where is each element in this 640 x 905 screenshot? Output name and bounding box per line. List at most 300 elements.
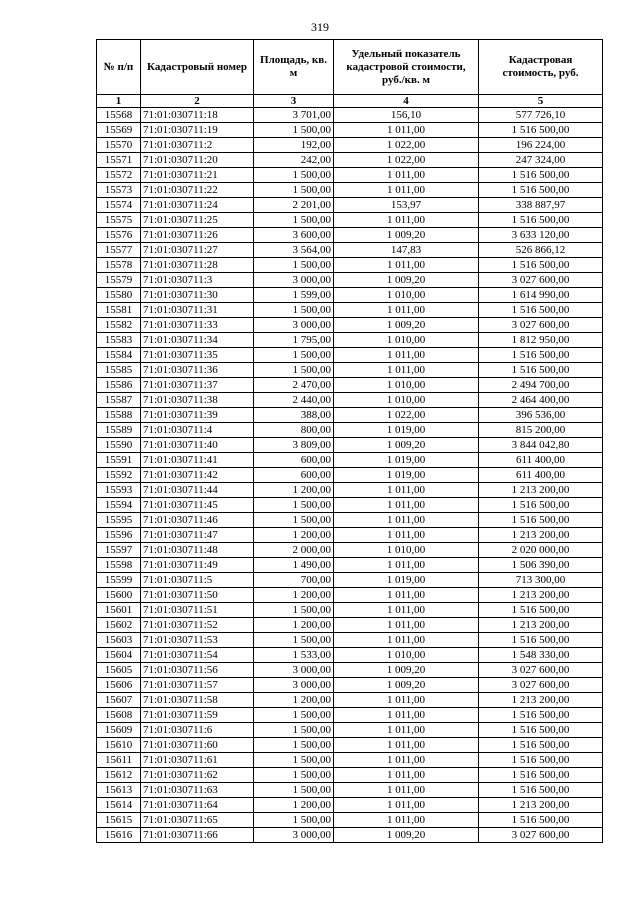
- cadastral-number-cell: 71:01:030711:38: [141, 393, 254, 408]
- table-row: [97, 558, 603, 573]
- table-row: [97, 753, 603, 768]
- unit-value-cell: 1 011,00: [334, 813, 479, 828]
- unit-value-cell: 1 011,00: [334, 123, 479, 138]
- table-row: [97, 588, 603, 603]
- area-cell: 1 599,00: [254, 288, 334, 303]
- cadastral-number-cell: 71:01:030711:22: [141, 183, 254, 198]
- table-row: [97, 648, 603, 663]
- cadastral-value-cell: 3 027 600,00: [479, 273, 603, 288]
- cadastral-value-cell: 2 020 000,00: [479, 543, 603, 558]
- cadastral-number-cell: 71:01:030711:26: [141, 228, 254, 243]
- cadastral-value-cell: 3 027 600,00: [479, 318, 603, 333]
- cadastral-number-cell: 71:01:030711:49: [141, 558, 254, 573]
- cadastral-number-cell: 71:01:030711:62: [141, 768, 254, 783]
- cadastral-number-cell: 71:01:030711:3: [141, 273, 254, 288]
- area-cell: 1 500,00: [254, 738, 334, 753]
- area-cell: 1 490,00: [254, 558, 334, 573]
- area-cell: 1 200,00: [254, 798, 334, 813]
- cadastral-number-cell: 71:01:030711:24: [141, 198, 254, 213]
- area-cell: 1 500,00: [254, 258, 334, 273]
- row-number-cell: 15602: [97, 618, 141, 633]
- column-number: 4: [334, 95, 479, 108]
- area-cell: 2 440,00: [254, 393, 334, 408]
- page-number: 319: [311, 20, 329, 34]
- cadastral-number-cell: 71:01:030711:35: [141, 348, 254, 363]
- area-cell: 1 200,00: [254, 693, 334, 708]
- cadastral-number-cell: 71:01:030711:18: [141, 108, 254, 123]
- area-cell: 1 500,00: [254, 633, 334, 648]
- cadastral-number-cell: 71:01:030711:34: [141, 333, 254, 348]
- table-row: [97, 168, 603, 183]
- table-row: [97, 303, 603, 318]
- cadastral-number-cell: 71:01:030711:27: [141, 243, 254, 258]
- row-number-cell: 15587: [97, 393, 141, 408]
- column-number: 1: [97, 95, 141, 108]
- cadastral-number-cell: 71:01:030711:19: [141, 123, 254, 138]
- unit-value-cell: 1 011,00: [334, 588, 479, 603]
- area-cell: 1 533,00: [254, 648, 334, 663]
- row-number-cell: 15611: [97, 753, 141, 768]
- unit-value-cell: 1 009,20: [334, 663, 479, 678]
- unit-value-cell: 1 011,00: [334, 723, 479, 738]
- table-row: [97, 723, 603, 738]
- cadastral-number-cell: 71:01:030711:40: [141, 438, 254, 453]
- unit-value-cell: 1 011,00: [334, 363, 479, 378]
- cadastral-value-cell: 1 516 500,00: [479, 753, 603, 768]
- cadastral-value-cell: 396 536,00: [479, 408, 603, 423]
- area-cell: 1 200,00: [254, 618, 334, 633]
- cadastral-value-cell: 3 027 600,00: [479, 663, 603, 678]
- cadastral-number-cell: 71:01:030711:25: [141, 213, 254, 228]
- unit-value-cell: 1 011,00: [334, 558, 479, 573]
- row-number-cell: 15592: [97, 468, 141, 483]
- cadastral-number-cell: 71:01:030711:61: [141, 753, 254, 768]
- area-cell: 242,00: [254, 153, 334, 168]
- table-row: [97, 468, 603, 483]
- cadastral-number-cell: 71:01:030711:39: [141, 408, 254, 423]
- cadastral-number-cell: 71:01:030711:5: [141, 573, 254, 588]
- cadastral-value-cell: 1 213 200,00: [479, 693, 603, 708]
- cadastral-number-cell: 71:01:030711:54: [141, 648, 254, 663]
- unit-value-cell: 1 011,00: [334, 483, 479, 498]
- cadastral-value-cell: 577 726,10: [479, 108, 603, 123]
- cadastral-number-cell: 71:01:030711:21: [141, 168, 254, 183]
- cadastral-number-cell: 71:01:030711:47: [141, 528, 254, 543]
- area-cell: 1 200,00: [254, 528, 334, 543]
- row-number-cell: 15601: [97, 603, 141, 618]
- unit-value-cell: 1 011,00: [334, 603, 479, 618]
- cadastral-value-cell: 1 516 500,00: [479, 723, 603, 738]
- row-number-cell: 15615: [97, 813, 141, 828]
- unit-value-cell: 1 011,00: [334, 768, 479, 783]
- unit-value-cell: 1 011,00: [334, 798, 479, 813]
- cadastral-number-cell: 71:01:030711:51: [141, 603, 254, 618]
- unit-value-cell: 1 011,00: [334, 183, 479, 198]
- table-row: [97, 513, 603, 528]
- header-row: [97, 40, 603, 95]
- area-cell: 1 200,00: [254, 588, 334, 603]
- cadastral-value-cell: 1 516 500,00: [479, 363, 603, 378]
- area-cell: 3 701,00: [254, 108, 334, 123]
- row-number-cell: 15607: [97, 693, 141, 708]
- area-cell: 1 500,00: [254, 213, 334, 228]
- row-number-cell: 15596: [97, 528, 141, 543]
- area-cell: 600,00: [254, 468, 334, 483]
- row-number-cell: 15585: [97, 363, 141, 378]
- header-cadastral-number: Кадастровый номер: [141, 40, 254, 95]
- table-row: [97, 828, 603, 843]
- table-row: [97, 708, 603, 723]
- cadastral-number-cell: 71:01:030711:64: [141, 798, 254, 813]
- table-row: [97, 123, 603, 138]
- row-number-cell: 15573: [97, 183, 141, 198]
- cadastral-number-cell: 71:01:030711:63: [141, 783, 254, 798]
- area-cell: 388,00: [254, 408, 334, 423]
- area-cell: 3 000,00: [254, 678, 334, 693]
- row-number-cell: 15593: [97, 483, 141, 498]
- cadastral-value-cell: 526 866,12: [479, 243, 603, 258]
- area-cell: 2 201,00: [254, 198, 334, 213]
- row-number-cell: 15582: [97, 318, 141, 333]
- cadastral-value-cell: 1 516 500,00: [479, 708, 603, 723]
- cadastral-number-cell: 71:01:030711:60: [141, 738, 254, 753]
- table-row: [97, 663, 603, 678]
- cadastral-number-cell: 71:01:030711:6: [141, 723, 254, 738]
- row-number-cell: 15604: [97, 648, 141, 663]
- unit-value-cell: 1 019,00: [334, 573, 479, 588]
- cadastral-number-cell: 71:01:030711:30: [141, 288, 254, 303]
- unit-value-cell: 1 011,00: [334, 213, 479, 228]
- unit-value-cell: 1 011,00: [334, 348, 479, 363]
- cadastral-value-cell: 1 516 500,00: [479, 498, 603, 513]
- area-cell: 1 500,00: [254, 513, 334, 528]
- cadastral-value-cell: 3 633 120,00: [479, 228, 603, 243]
- cadastral-value-cell: 1 213 200,00: [479, 588, 603, 603]
- cadastral-number-cell: 71:01:030711:36: [141, 363, 254, 378]
- row-number-cell: 15610: [97, 738, 141, 753]
- unit-value-cell: 1 011,00: [334, 303, 479, 318]
- row-number-cell: 15588: [97, 408, 141, 423]
- area-cell: 1 500,00: [254, 768, 334, 783]
- header-unit-value: Удельный показатель кадастровой стоимости, руб./кв. м: [334, 40, 479, 95]
- cadastral-value-cell: 338 887,97: [479, 198, 603, 213]
- row-number-cell: 15579: [97, 273, 141, 288]
- unit-value-cell: 1 011,00: [334, 738, 479, 753]
- cadastral-number-cell: 71:01:030711:42: [141, 468, 254, 483]
- area-cell: 1 500,00: [254, 783, 334, 798]
- cadastral-value-cell: 2 464 400,00: [479, 393, 603, 408]
- row-number-cell: 15597: [97, 543, 141, 558]
- row-number-cell: 15599: [97, 573, 141, 588]
- cadastral-number-cell: 71:01:030711:46: [141, 513, 254, 528]
- row-number-cell: 15605: [97, 663, 141, 678]
- cadastral-value-cell: 1 516 500,00: [479, 168, 603, 183]
- cadastral-number-cell: 71:01:030711:45: [141, 498, 254, 513]
- cadastral-number-cell: 71:01:030711:44: [141, 483, 254, 498]
- unit-value-cell: 1 022,00: [334, 153, 479, 168]
- unit-value-cell: 1 011,00: [334, 708, 479, 723]
- unit-value-cell: 1 010,00: [334, 393, 479, 408]
- table-row: [97, 213, 603, 228]
- column-number: 3: [254, 95, 334, 108]
- cadastral-number-cell: 71:01:030711:48: [141, 543, 254, 558]
- area-cell: 800,00: [254, 423, 334, 438]
- unit-value-cell: 1 009,20: [334, 318, 479, 333]
- unit-value-cell: 1 011,00: [334, 783, 479, 798]
- cadastral-value-cell: 3 844 042,80: [479, 438, 603, 453]
- unit-value-cell: 1 010,00: [334, 333, 479, 348]
- table-row: [97, 138, 603, 153]
- row-number-cell: 15574: [97, 198, 141, 213]
- row-number-cell: 15575: [97, 213, 141, 228]
- area-cell: 1 500,00: [254, 723, 334, 738]
- unit-value-cell: 147,83: [334, 243, 479, 258]
- row-number-cell: 15616: [97, 828, 141, 843]
- header-cadastral-value: Кадастровая стоимость, руб.: [479, 40, 603, 95]
- area-cell: 1 500,00: [254, 183, 334, 198]
- area-cell: 700,00: [254, 573, 334, 588]
- table-row: [97, 453, 603, 468]
- area-cell: 1 500,00: [254, 498, 334, 513]
- unit-value-cell: 1 019,00: [334, 423, 479, 438]
- row-number-cell: 15583: [97, 333, 141, 348]
- cadastral-value-cell: 1 506 390,00: [479, 558, 603, 573]
- cadastral-value-cell: 3 027 600,00: [479, 828, 603, 843]
- table-row: [97, 528, 603, 543]
- table-row: [97, 633, 603, 648]
- cadastral-value-cell: 196 224,00: [479, 138, 603, 153]
- area-cell: 192,00: [254, 138, 334, 153]
- table-row: [97, 243, 603, 258]
- cadastral-number-cell: 71:01:030711:31: [141, 303, 254, 318]
- table-row: [97, 228, 603, 243]
- area-cell: 1 500,00: [254, 813, 334, 828]
- table-row: [97, 693, 603, 708]
- table-row: [97, 333, 603, 348]
- cadastral-value-cell: 611 400,00: [479, 468, 603, 483]
- cadastral-number-cell: 71:01:030711:4: [141, 423, 254, 438]
- table-row: [97, 108, 603, 123]
- cadastral-value-cell: 1 516 500,00: [479, 633, 603, 648]
- unit-value-cell: 1 011,00: [334, 528, 479, 543]
- table-row: [97, 258, 603, 273]
- table-row: [97, 738, 603, 753]
- cadastral-number-cell: 71:01:030711:56: [141, 663, 254, 678]
- row-number-cell: 15589: [97, 423, 141, 438]
- cadastral-value-cell: 1 516 500,00: [479, 783, 603, 798]
- cadastral-value-cell: 1 614 990,00: [479, 288, 603, 303]
- column-number: 2: [141, 95, 254, 108]
- table-row: [97, 393, 603, 408]
- area-cell: 1 500,00: [254, 708, 334, 723]
- area-cell: 1 500,00: [254, 123, 334, 138]
- unit-value-cell: 1 011,00: [334, 168, 479, 183]
- row-number-cell: 15609: [97, 723, 141, 738]
- table-row: [97, 153, 603, 168]
- row-number-cell: 15576: [97, 228, 141, 243]
- row-number-cell: 15577: [97, 243, 141, 258]
- unit-value-cell: 1 010,00: [334, 378, 479, 393]
- unit-value-cell: 153,97: [334, 198, 479, 213]
- area-cell: 2 000,00: [254, 543, 334, 558]
- cadastral-value-cell: 1 213 200,00: [479, 483, 603, 498]
- cadastral-value-cell: 1 516 500,00: [479, 738, 603, 753]
- unit-value-cell: 1 009,20: [334, 228, 479, 243]
- cadastral-number-cell: 71:01:030711:53: [141, 633, 254, 648]
- cadastral-number-cell: 71:01:030711:20: [141, 153, 254, 168]
- area-cell: 1 500,00: [254, 303, 334, 318]
- table-row: [97, 198, 603, 213]
- row-number-cell: 15594: [97, 498, 141, 513]
- cadastral-number-cell: 71:01:030711:57: [141, 678, 254, 693]
- unit-value-cell: 1 011,00: [334, 618, 479, 633]
- table-row: [97, 813, 603, 828]
- cadastral-value-cell: 1 516 500,00: [479, 213, 603, 228]
- row-number-cell: 15568: [97, 108, 141, 123]
- cadastral-number-cell: 71:01:030711:59: [141, 708, 254, 723]
- area-cell: 1 500,00: [254, 348, 334, 363]
- cadastral-table: [96, 39, 603, 843]
- cadastral-value-cell: 1 812 950,00: [479, 333, 603, 348]
- cadastral-value-cell: 1 516 500,00: [479, 258, 603, 273]
- row-number-cell: 15606: [97, 678, 141, 693]
- row-number-cell: 15584: [97, 348, 141, 363]
- unit-value-cell: 1 009,20: [334, 678, 479, 693]
- row-number-cell: 15571: [97, 153, 141, 168]
- row-number-cell: 15614: [97, 798, 141, 813]
- table-row: [97, 543, 603, 558]
- table-row: [97, 378, 603, 393]
- row-number-cell: 15612: [97, 768, 141, 783]
- cadastral-number-cell: 71:01:030711:66: [141, 828, 254, 843]
- unit-value-cell: 1 009,20: [334, 828, 479, 843]
- cadastral-number-cell: 71:01:030711:37: [141, 378, 254, 393]
- unit-value-cell: 1 009,20: [334, 438, 479, 453]
- header-area: Площадь, кв. м: [254, 40, 334, 95]
- cadastral-value-cell: 611 400,00: [479, 453, 603, 468]
- unit-value-cell: 1 010,00: [334, 288, 479, 303]
- row-number-cell: 15613: [97, 783, 141, 798]
- table-row: [97, 318, 603, 333]
- cadastral-number-cell: 71:01:030711:50: [141, 588, 254, 603]
- column-number: 5: [479, 95, 603, 108]
- cadastral-value-cell: 1 516 500,00: [479, 513, 603, 528]
- cadastral-number-cell: 71:01:030711:52: [141, 618, 254, 633]
- area-cell: 3 809,00: [254, 438, 334, 453]
- table-row: [97, 483, 603, 498]
- unit-value-cell: 1 011,00: [334, 753, 479, 768]
- cadastral-value-cell: 1 516 500,00: [479, 603, 603, 618]
- area-cell: 600,00: [254, 453, 334, 468]
- cadastral-value-cell: 1 516 500,00: [479, 348, 603, 363]
- area-cell: 1 500,00: [254, 753, 334, 768]
- row-number-cell: 15569: [97, 123, 141, 138]
- unit-value-cell: 1 011,00: [334, 513, 479, 528]
- unit-value-cell: 1 011,00: [334, 633, 479, 648]
- unit-value-cell: 156,10: [334, 108, 479, 123]
- cadastral-number-cell: 71:01:030711:41: [141, 453, 254, 468]
- area-cell: 3 000,00: [254, 663, 334, 678]
- unit-value-cell: 1 019,00: [334, 468, 479, 483]
- table-row: [97, 273, 603, 288]
- unit-value-cell: 1 010,00: [334, 648, 479, 663]
- cadastral-number-cell: 71:01:030711:2: [141, 138, 254, 153]
- unit-value-cell: 1 011,00: [334, 498, 479, 513]
- row-number-cell: 15595: [97, 513, 141, 528]
- table-header: [97, 40, 603, 108]
- area-cell: 3 000,00: [254, 318, 334, 333]
- table-row: [97, 678, 603, 693]
- row-number-cell: 15578: [97, 258, 141, 273]
- area-cell: 1 795,00: [254, 333, 334, 348]
- unit-value-cell: 1 009,20: [334, 273, 479, 288]
- unit-value-cell: 1 019,00: [334, 453, 479, 468]
- area-cell: 2 470,00: [254, 378, 334, 393]
- cadastral-value-cell: 3 027 600,00: [479, 678, 603, 693]
- row-number-cell: 15590: [97, 438, 141, 453]
- cadastral-value-cell: 815 200,00: [479, 423, 603, 438]
- table-row: [97, 348, 603, 363]
- cadastral-value-cell: 247 324,00: [479, 153, 603, 168]
- unit-value-cell: 1 011,00: [334, 693, 479, 708]
- table-row: [97, 798, 603, 813]
- row-number-cell: 15572: [97, 168, 141, 183]
- area-cell: 1 500,00: [254, 603, 334, 618]
- cadastral-number-cell: 71:01:030711:58: [141, 693, 254, 708]
- row-number-cell: 15586: [97, 378, 141, 393]
- unit-value-cell: 1 022,00: [334, 408, 479, 423]
- area-cell: 1 500,00: [254, 168, 334, 183]
- area-cell: 1 200,00: [254, 483, 334, 498]
- row-number-cell: 15603: [97, 633, 141, 648]
- row-number-cell: 15580: [97, 288, 141, 303]
- cadastral-value-cell: 1 213 200,00: [479, 798, 603, 813]
- unit-value-cell: 1 022,00: [334, 138, 479, 153]
- area-cell: 3 564,00: [254, 243, 334, 258]
- unit-value-cell: 1 011,00: [334, 258, 479, 273]
- cadastral-value-cell: 1 516 500,00: [479, 813, 603, 828]
- cadastral-value-cell: 1 548 330,00: [479, 648, 603, 663]
- cadastral-value-cell: 713 300,00: [479, 573, 603, 588]
- row-number-cell: 15570: [97, 138, 141, 153]
- table-row: [97, 423, 603, 438]
- table-row: [97, 783, 603, 798]
- cadastral-value-cell: 2 494 700,00: [479, 378, 603, 393]
- cadastral-number-cell: 71:01:030711:65: [141, 813, 254, 828]
- row-number-cell: 15581: [97, 303, 141, 318]
- table-row: [97, 573, 603, 588]
- cadastral-value-cell: 1 516 500,00: [479, 183, 603, 198]
- header-row-number: № п/п: [97, 40, 141, 95]
- area-cell: 1 500,00: [254, 363, 334, 378]
- row-number-cell: 15608: [97, 708, 141, 723]
- cadastral-value-cell: 1 516 500,00: [479, 768, 603, 783]
- table-row: [97, 603, 603, 618]
- row-number-cell: 15600: [97, 588, 141, 603]
- table-row: [97, 363, 603, 378]
- cadastral-value-cell: 1 516 500,00: [479, 303, 603, 318]
- table-row: [97, 408, 603, 423]
- area-cell: 3 000,00: [254, 273, 334, 288]
- column-number-row: [97, 95, 603, 108]
- area-cell: 3 000,00: [254, 828, 334, 843]
- table-row: [97, 438, 603, 453]
- table-row: [97, 183, 603, 198]
- row-number-cell: 15598: [97, 558, 141, 573]
- table-row: [97, 498, 603, 513]
- cadastral-value-cell: 1 516 500,00: [479, 123, 603, 138]
- table-body: [97, 108, 603, 843]
